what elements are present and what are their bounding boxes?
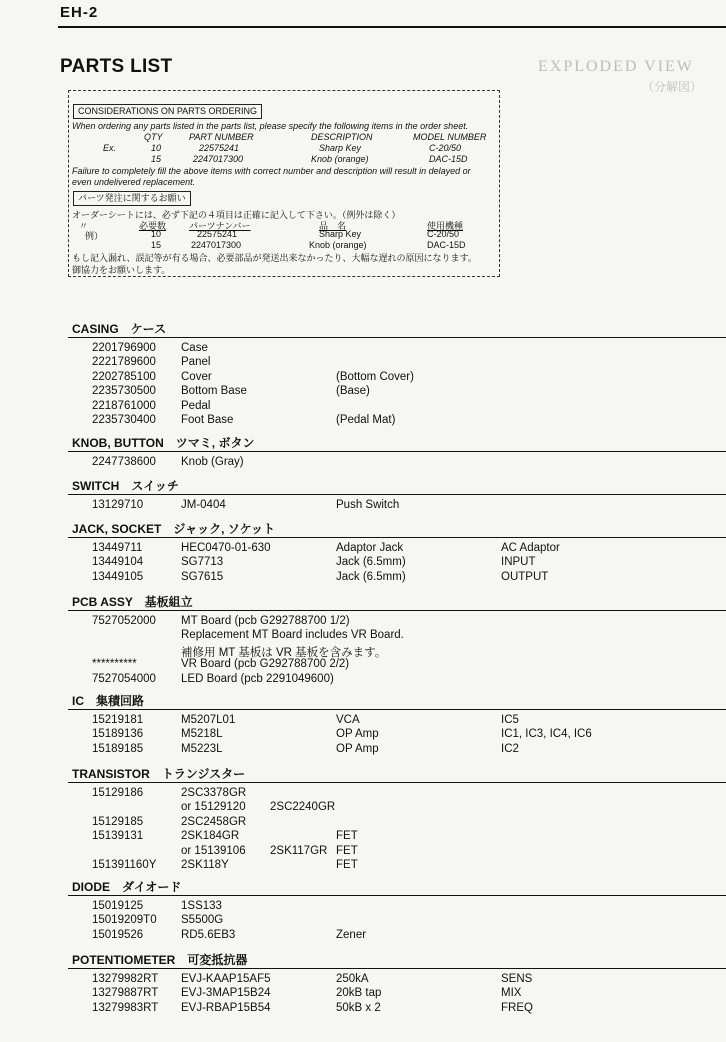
notice-ex-model: C-20/50	[429, 143, 462, 153]
part-description: Panel	[181, 356, 211, 369]
part-description: EVJ-KAAP15AF5	[181, 973, 271, 985]
part-description: 2SK118Y	[181, 859, 229, 871]
part-number: 13129710	[92, 499, 144, 511]
part-reference: IC1, IC3, IC4, IC6	[501, 728, 592, 741]
notice-jp-col-desc: 品 名	[319, 221, 347, 231]
part-note: OP Amp	[336, 742, 379, 755]
part-note: Push Switch	[336, 499, 400, 511]
part-description: VR Board (pcb G292788700 2/2)	[181, 658, 350, 671]
part-number: 15019209T0	[92, 914, 157, 927]
part-description: 補修用 MT 基板は VR 基板を含みます。	[181, 646, 387, 659]
part-row	[0, 385, 726, 399]
notice-jp-col-model: 使用機種	[427, 221, 464, 231]
part-reference: OUTPUT	[501, 570, 549, 583]
part-number: 151391160Y	[92, 859, 157, 871]
part-reference: INPUT	[501, 556, 536, 569]
part-number: 13449104	[92, 556, 144, 569]
notice-jp-ex-desc: Knob (orange)	[309, 240, 367, 250]
notice-ex-model: DAC-15D	[429, 154, 468, 164]
part-number: 15189136	[92, 728, 144, 741]
notice-jp-col-qty: 必要数	[139, 221, 167, 231]
part-note: Zener	[336, 928, 367, 941]
notice-jp-ex-desc: Sharp Key	[319, 229, 362, 239]
part-row	[0, 371, 726, 385]
section-title: TRANSISTOR トランジスター	[72, 767, 246, 781]
part-description: Cover	[181, 370, 212, 383]
notice-jp-ex-model: C-20/50	[427, 229, 460, 239]
section-header	[68, 434, 726, 450]
section-header	[68, 692, 726, 708]
part-note: (Pedal Mat)	[336, 414, 396, 426]
part-row	[0, 673, 726, 687]
part-alternate: 2SK117GR	[270, 844, 328, 857]
part-reference: IC2	[501, 742, 519, 755]
part-note: OP Amp	[336, 728, 379, 741]
part-description: EVJ-3MAP15B24	[181, 987, 271, 1000]
part-number: 2235730500	[92, 385, 156, 398]
notice-jp-col-part: パーツナンバー	[189, 221, 251, 231]
part-row	[0, 929, 726, 943]
notice-ex-desc: Sharp Key	[319, 143, 362, 153]
part-row	[0, 845, 726, 859]
part-row	[0, 456, 726, 470]
page-code: EH-2	[60, 4, 99, 21]
part-note: 20kB tap	[336, 987, 382, 1000]
part-description: or 15139106	[181, 844, 246, 857]
part-reference: IC5	[501, 714, 519, 726]
notice-jp-ex-part: 2247017300	[191, 240, 242, 250]
part-note: 250kA	[336, 973, 369, 985]
notice-ex-qty: 10	[151, 143, 162, 153]
part-description: 2SC2458GR	[181, 815, 247, 828]
show-through-title: EXPLODED VIEW	[538, 58, 694, 75]
part-reference: AC Adaptor	[501, 542, 560, 554]
section-rule	[68, 968, 726, 969]
notice-line-3: even undelivered replacement.	[72, 177, 196, 187]
part-row	[0, 801, 726, 815]
part-note: Adaptor Jack	[336, 542, 404, 554]
notice-col-qty: QTY	[144, 132, 163, 142]
section-rule	[68, 782, 726, 783]
section-title: KNOB, BUTTON ツマミ, ボタン	[72, 436, 255, 450]
part-note: VCA	[336, 714, 360, 726]
notice-ex-desc: Knob (orange)	[311, 154, 369, 164]
part-row	[0, 1002, 726, 1016]
part-number: 2201796900	[92, 342, 156, 354]
notice-line-2: Failure to completely fill the above items with correct number and description will result in delayed or	[72, 166, 471, 176]
section-title: IC 集積回路	[72, 694, 145, 708]
section-title: SWITCH スイッチ	[72, 479, 179, 493]
part-row	[0, 542, 726, 556]
part-row	[0, 414, 726, 428]
section-header	[68, 320, 726, 336]
part-number: 13279983RT	[92, 1001, 159, 1014]
part-number: **********	[92, 658, 137, 671]
part-row	[0, 615, 726, 629]
notice-jp-ex-part: 22575241	[197, 229, 238, 239]
part-description: 1SS133	[181, 900, 222, 912]
part-description: Foot Base	[181, 414, 234, 426]
notice-jp-ex-model: DAC-15D	[427, 240, 466, 250]
part-number: 13449105	[92, 570, 144, 583]
section-rule	[68, 610, 726, 611]
part-row	[0, 973, 726, 987]
part-number: 15129185	[92, 815, 144, 828]
notice-jp-line-3: 御協力をお願いします。	[72, 265, 171, 275]
notice-ex-label: Ex.	[103, 143, 117, 153]
part-note: (Base)	[336, 385, 370, 398]
notice-ex-qty: 15	[151, 154, 162, 164]
section-title: CASING ケース	[72, 322, 167, 336]
part-row	[0, 830, 726, 844]
section-rule	[68, 709, 726, 710]
section-header	[68, 477, 726, 493]
part-row	[0, 816, 726, 830]
part-row	[0, 342, 726, 356]
section-header	[68, 951, 726, 967]
part-description: M5218L	[181, 728, 223, 741]
notice-col-part-number: PART NUMBER	[189, 132, 254, 142]
part-number: 15019526	[92, 928, 144, 941]
notice-col-description: DESCRIPTION	[311, 132, 373, 142]
part-description: HEC0470-01-630	[181, 542, 271, 554]
part-alternate: 2SC2240GR	[270, 801, 336, 814]
part-note: 50kB x 2	[336, 1001, 381, 1014]
part-description: EVJ-RBAP15B54	[181, 1001, 271, 1014]
part-number: 7527054000	[92, 672, 156, 685]
part-row	[0, 556, 726, 570]
notice-line-1: When ordering any parts listed in the parts list, please specify the following items in the order sheet.	[72, 121, 469, 131]
part-number: 13279887RT	[92, 987, 159, 1000]
part-description: Pedal	[181, 399, 211, 412]
page-title: PARTS LIST	[60, 56, 173, 77]
header-rule	[58, 26, 726, 28]
part-note: (Bottom Cover)	[336, 370, 414, 383]
part-description: JM-0404	[181, 499, 226, 511]
part-row	[0, 356, 726, 370]
part-row	[0, 658, 726, 672]
part-row	[0, 571, 726, 585]
section-rule	[68, 337, 726, 338]
part-row	[0, 629, 726, 643]
notice-jp-line-2: もし記入漏れ、誤記等が有る場合、必要部品が発送出来なかったり、大幅な遅れの原因になります。	[72, 253, 477, 263]
notice-jp-line-1: オーダーシートには、必ず下記の４項目は正確に記入して下さい。（例外は除く）	[72, 210, 401, 220]
part-row	[0, 714, 726, 728]
notice-jp-mark: 〃	[79, 221, 89, 231]
part-row	[0, 728, 726, 742]
part-row	[0, 400, 726, 414]
section-header	[68, 520, 726, 536]
notice-ex-part: 22575241	[199, 143, 240, 153]
notice-heading-jp: パーツ発注に関するお願い	[73, 191, 191, 206]
part-description: S5500G	[181, 914, 224, 927]
ordering-notice	[68, 90, 500, 277]
part-description: M5223L	[181, 742, 223, 755]
part-row	[0, 900, 726, 914]
part-note: Jack (6.5mm)	[336, 556, 406, 569]
section-title: POTENTIOMETER 可変抵抗器	[72, 953, 248, 967]
section-rule	[68, 895, 726, 896]
part-description: LED Board (pcb 2291049600)	[181, 672, 334, 685]
part-number: 13449711	[92, 542, 143, 554]
part-row	[0, 859, 726, 873]
part-note: FET	[336, 859, 358, 871]
part-description: RD5.6EB3	[181, 928, 236, 941]
part-description: Bottom Base	[181, 385, 247, 398]
part-description: SG7615	[181, 570, 224, 583]
part-description: or 15129120	[181, 801, 246, 814]
part-number: 15129186	[92, 787, 144, 799]
notice-ex-part: 2247017300	[193, 154, 244, 164]
section-rule	[68, 451, 726, 452]
part-description: 2SC3378GR	[181, 787, 247, 799]
part-number: 2247738600	[92, 456, 156, 468]
part-row	[0, 987, 726, 1001]
part-row	[0, 743, 726, 757]
part-note: FET	[336, 844, 358, 857]
part-note: FET	[336, 830, 358, 843]
part-number: 2218761000	[92, 399, 156, 412]
part-reference: MIX	[501, 987, 522, 1000]
part-reference: SENS	[501, 973, 533, 985]
section-title: PCB ASSY 基板組立	[72, 595, 193, 609]
part-number: 2235730400	[92, 414, 156, 426]
show-through-title-jp: （分解図）	[642, 80, 703, 94]
part-row	[0, 787, 726, 801]
part-description: MT Board (pcb G292788700 1/2)	[181, 615, 350, 627]
part-number: 15019125	[92, 900, 144, 912]
part-row	[0, 644, 726, 658]
section-header	[68, 878, 726, 894]
part-number: 15189185	[92, 742, 144, 755]
part-row	[0, 914, 726, 928]
part-reference: FREQ	[501, 1001, 533, 1014]
notice-jp-ex-qty: 15	[151, 240, 162, 250]
part-row	[0, 499, 726, 513]
notice-jp-ex-qty: 10	[151, 229, 162, 239]
part-description: M5207L01	[181, 714, 236, 726]
part-number: 7527052000	[92, 615, 156, 627]
part-description: Knob (Gray)	[181, 456, 244, 468]
notice-col-model-number: MODEL NUMBER	[413, 132, 487, 142]
part-note: Jack (6.5mm)	[336, 570, 406, 583]
part-description: Replacement MT Board includes VR Board.	[181, 629, 404, 642]
part-description: 2SK184GR	[181, 830, 240, 843]
part-number: 2202785100	[92, 370, 156, 383]
section-header	[68, 593, 726, 609]
section-rule	[68, 537, 726, 538]
part-number: 13279982RT	[92, 973, 159, 985]
part-number: 15139131	[92, 830, 144, 843]
notice-jp-ex-label: 例）	[85, 231, 104, 241]
part-description: Case	[181, 342, 208, 354]
section-title: DIODE ダイオード	[72, 880, 182, 894]
section-header	[68, 765, 726, 781]
part-number: 15219181	[92, 714, 144, 726]
section-rule	[68, 494, 726, 495]
part-description: SG7713	[181, 556, 224, 569]
notice-heading-en: CONSIDERATIONS ON PARTS ORDERING	[73, 104, 262, 119]
section-title: JACK, SOCKET ジャック, ソケット	[72, 522, 276, 536]
part-number: 2221789600	[92, 356, 156, 369]
